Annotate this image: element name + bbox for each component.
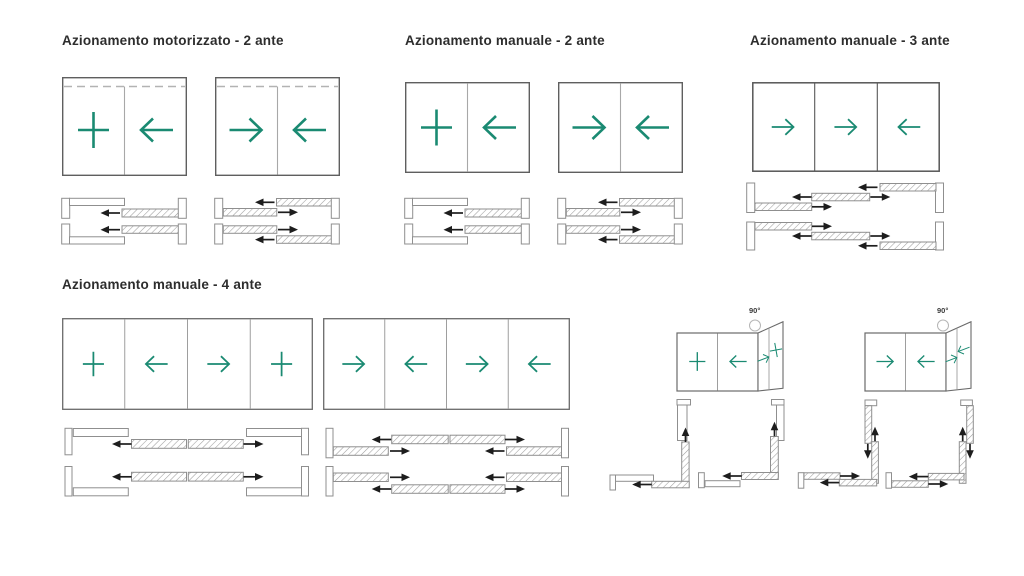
sliding-panel xyxy=(223,209,276,217)
arrow-left-icon xyxy=(858,242,878,250)
arrow-left-icon xyxy=(255,236,275,244)
arrow-left-icon xyxy=(372,436,392,444)
arrow-left-icon xyxy=(909,473,929,481)
sliding-panel xyxy=(450,435,505,444)
sliding-panel xyxy=(892,481,929,488)
arrow-left-icon xyxy=(112,473,132,481)
arrow-right-icon xyxy=(505,436,525,444)
wall-jamb xyxy=(405,198,413,218)
arrow-left-icon xyxy=(101,226,121,234)
section-title-manual-4-ante: Azionamento manuale - 4 ante xyxy=(62,277,262,292)
plan-manual4-all-sliding xyxy=(325,427,570,497)
wall-jamb xyxy=(62,224,70,244)
corner-plan-all-sliding-a xyxy=(790,395,882,493)
wall-jamb xyxy=(747,183,755,213)
angle-arc-icon xyxy=(750,320,761,331)
arrow-right-icon xyxy=(812,223,832,231)
fixed-panel xyxy=(73,429,128,437)
sliding-panel xyxy=(865,406,872,444)
sliding-panel xyxy=(742,473,779,480)
wall-jamb xyxy=(562,467,569,497)
sliding-panel xyxy=(804,473,840,480)
sliding-panel xyxy=(507,473,562,482)
sliding-panel xyxy=(392,485,449,494)
section-title-manual-3-ante: Azionamento manuale - 3 ante xyxy=(750,33,950,48)
wall-jamb xyxy=(936,183,944,213)
arrow-right-icon xyxy=(870,193,890,201)
plan-motorized-slide-slide xyxy=(214,196,340,248)
wall-jamb xyxy=(405,224,413,244)
arrow-right-icon xyxy=(840,472,860,480)
arrow-right-icon xyxy=(244,473,264,481)
arrow-left-icon xyxy=(598,236,618,244)
fixed-panel xyxy=(777,405,785,441)
arrow-right-icon xyxy=(244,440,264,448)
arrow-right-icon xyxy=(621,226,641,234)
wall-jamb xyxy=(178,198,186,218)
sliding-panel xyxy=(465,209,522,217)
sliding-panel xyxy=(755,203,812,211)
wall-jamb xyxy=(65,428,72,455)
wall-jamb xyxy=(558,198,566,218)
fixed-panel xyxy=(705,481,740,487)
wall-jamb xyxy=(521,198,529,218)
fixed-panel xyxy=(247,488,302,496)
sliding-panel xyxy=(566,226,620,234)
elevation-manual2-fixed-slide xyxy=(405,82,530,173)
sliding-panel xyxy=(755,223,812,231)
wall-jamb xyxy=(936,222,944,250)
sliding-panel xyxy=(132,472,187,481)
elevation-manual2-slide-slide xyxy=(558,82,683,173)
sliding-panel xyxy=(812,232,870,240)
wall-jamb xyxy=(677,400,691,406)
fixed-panel xyxy=(247,429,302,437)
wall-jamb xyxy=(302,428,309,455)
sliding-panel xyxy=(682,442,689,488)
plan-manual2-fixed-slide xyxy=(404,196,530,248)
sliding-panel xyxy=(928,473,964,480)
wall-jamb xyxy=(674,224,682,244)
wall-jamb xyxy=(215,198,223,218)
sliding-panel xyxy=(188,440,243,449)
arrow-left-icon xyxy=(792,232,812,240)
fixed-panel xyxy=(70,237,125,244)
wall-jamb xyxy=(772,400,785,406)
wall-jamb xyxy=(215,224,223,244)
sliding-panel xyxy=(333,473,388,482)
elevation-motorized-slide-slide xyxy=(215,77,340,176)
corner-plan-all-sliding-b xyxy=(878,395,974,493)
plan-motorized-fixed-slide xyxy=(61,196,187,248)
sliding-panel xyxy=(880,242,936,250)
elevation-manual4-fixed-ends xyxy=(62,318,313,410)
sliding-panel xyxy=(566,209,620,217)
wall-jamb xyxy=(331,198,339,218)
wall-jamb xyxy=(865,400,877,406)
wall-jamb xyxy=(331,224,339,244)
plan-manual2-slide-slide xyxy=(557,196,683,248)
arrow-left-icon xyxy=(858,184,878,192)
arrow-left-icon xyxy=(820,479,840,487)
sliding-panel xyxy=(333,447,388,456)
arrow-up-icon xyxy=(959,427,967,442)
arrow-left-icon xyxy=(792,193,812,201)
sliding-panel xyxy=(812,193,870,201)
arrow-left-icon xyxy=(444,209,464,217)
corner-plan-fixed-slide-a xyxy=(608,396,694,493)
sliding-panel xyxy=(122,209,179,217)
arrow-right-icon xyxy=(505,485,525,493)
arrow-left-icon xyxy=(485,474,505,482)
wall-jamb xyxy=(521,224,529,244)
sliding-panel xyxy=(188,472,243,481)
angle-label: 90° xyxy=(937,306,949,315)
wall-jamb xyxy=(326,428,333,458)
section-title-motorized-2-ante: Azionamento motorizzato - 2 ante xyxy=(62,33,284,48)
arrow-left-icon xyxy=(485,447,505,455)
angle-arc-icon xyxy=(938,320,949,331)
corner-elevation-fixed-slide xyxy=(670,298,790,398)
section-title-manual-2-ante: Azionamento manuale - 2 ante xyxy=(405,33,605,48)
arrow-left-icon xyxy=(372,485,392,493)
arrow-left-icon xyxy=(112,440,132,448)
arrow-right-icon xyxy=(390,474,410,482)
sliding-panel xyxy=(223,226,276,234)
sliding-panel xyxy=(620,199,675,207)
sliding-panel xyxy=(450,485,505,494)
wall-jamb xyxy=(674,198,682,218)
fixed-panel xyxy=(70,198,125,205)
fixed-panel xyxy=(616,475,654,481)
corner-plan-fixed-slide-b xyxy=(694,396,786,493)
sliding-panel xyxy=(465,226,522,234)
sliding-panel xyxy=(507,447,562,456)
sliding-panel xyxy=(620,236,675,244)
elevation-manual3 xyxy=(752,82,940,172)
wall-jamb xyxy=(562,428,569,458)
arrow-left-icon xyxy=(632,481,652,489)
arrow-right-icon xyxy=(812,203,832,211)
elevation-motorized-fixed-slide xyxy=(62,77,187,176)
sliding-panel xyxy=(392,435,449,444)
wall-jamb xyxy=(699,473,705,488)
angle-label: 90° xyxy=(749,306,761,315)
arrow-right-icon xyxy=(390,447,410,455)
sliding-panel xyxy=(771,437,779,478)
sliding-panel xyxy=(839,479,876,486)
arrow-down-icon xyxy=(966,444,974,459)
wall-jamb xyxy=(178,224,186,244)
arrow-right-icon xyxy=(278,226,298,234)
sliding-panel xyxy=(277,199,332,207)
arrow-right-icon xyxy=(928,480,948,488)
wall-jamb xyxy=(798,473,804,489)
elevation-manual4-all-sliding xyxy=(323,318,570,410)
corner-elevation-all-sliding xyxy=(858,298,978,398)
sliding-panel xyxy=(880,184,936,192)
arrow-left-icon xyxy=(255,199,275,207)
wall-jamb xyxy=(610,475,616,490)
fixed-panel xyxy=(413,198,468,205)
sliding-panel xyxy=(967,406,974,444)
fixed-panel xyxy=(73,488,128,496)
arrow-right-icon xyxy=(621,209,641,217)
wall-jamb xyxy=(886,473,892,489)
wall-jamb xyxy=(302,467,309,497)
plan-manual3 xyxy=(745,182,945,250)
sliding-panel xyxy=(652,481,690,488)
arrow-right-icon xyxy=(870,232,890,240)
arrow-left-icon xyxy=(101,209,121,217)
arrow-left-icon xyxy=(444,226,464,234)
wall-jamb xyxy=(65,467,72,497)
arrow-left-icon xyxy=(598,199,618,207)
wall-jamb xyxy=(747,222,755,250)
arrow-down-icon xyxy=(864,444,872,459)
wall-jamb xyxy=(961,400,973,406)
wall-jamb xyxy=(62,198,70,218)
arrow-right-icon xyxy=(278,209,298,217)
corner-wing xyxy=(946,322,971,391)
wall-jamb xyxy=(558,224,566,244)
sliding-panel xyxy=(132,440,187,449)
fixed-panel xyxy=(413,237,468,244)
corner-wing xyxy=(758,322,783,391)
sliding-panel xyxy=(122,226,179,234)
sliding-panel xyxy=(277,236,332,244)
plan-manual4-fixed-ends xyxy=(64,427,309,497)
arrow-left-icon xyxy=(722,472,742,480)
wall-jamb xyxy=(326,467,333,497)
